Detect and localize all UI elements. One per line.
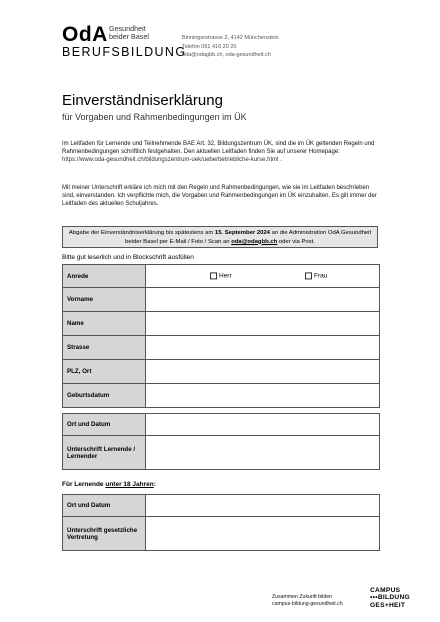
unterschrift-field[interactable] bbox=[146, 436, 380, 470]
minor-heading bbox=[62, 481, 156, 488]
submission-notice bbox=[62, 226, 378, 248]
guardian-ort-datum-field[interactable] bbox=[146, 495, 380, 517]
guardian-unterschrift-field[interactable] bbox=[146, 517, 380, 551]
name-field[interactable] bbox=[146, 312, 380, 336]
vorname-field[interactable] bbox=[146, 288, 380, 312]
table-row bbox=[63, 336, 380, 360]
campus-line1: CAMPUS bbox=[370, 587, 401, 594]
logo-main: OdA bbox=[62, 23, 108, 46]
table-row bbox=[63, 265, 380, 288]
minor-heading-colon: : bbox=[153, 481, 156, 488]
document-subtitle: für Vorgaben und Rahmenbedingungen im ÜK bbox=[62, 112, 247, 122]
unterschrift-label: Unterschrift Lernende / Lernender bbox=[63, 436, 146, 470]
logo-sub-line1: Gesundheit bbox=[109, 24, 146, 33]
table-row bbox=[63, 288, 380, 312]
table-row bbox=[63, 360, 380, 384]
ort-datum-field[interactable] bbox=[146, 414, 380, 436]
frau-label: Frau bbox=[314, 272, 328, 280]
minor-heading-text: Für Lernende bbox=[62, 481, 106, 488]
herr-checkbox[interactable] bbox=[210, 272, 217, 279]
sender-address bbox=[182, 34, 279, 60]
notice-text-1: Abgabe der Einverständniserklärung bis spätestens am bbox=[68, 230, 215, 236]
footer-line1: Zusammen Zukunft bilden bbox=[272, 594, 332, 600]
guardian-ort-datum-label: Ort und Datum bbox=[63, 495, 146, 517]
logo-berufsbildung: BERUFSBILDUNG bbox=[62, 45, 187, 59]
notice-text-3: oder via Post. bbox=[277, 238, 315, 245]
intro-paragraph bbox=[62, 140, 380, 165]
plz-ort-field[interactable] bbox=[146, 360, 380, 384]
geburtsdatum-field[interactable] bbox=[146, 384, 380, 408]
address-line3: oda@odagbb.ch, oda-gesundheit.ch bbox=[182, 52, 271, 58]
anrede-field bbox=[146, 265, 380, 288]
table-row bbox=[63, 517, 380, 551]
table-row bbox=[63, 384, 380, 408]
address-line2: Telefon 061 416 20 20 bbox=[182, 43, 237, 50]
table-row bbox=[63, 414, 380, 436]
minor-heading-underlined: unter 18 Jahren bbox=[105, 481, 154, 488]
name-label: Name bbox=[63, 312, 146, 336]
geburtsdatum-label: Geburtsdatum bbox=[63, 384, 146, 408]
guardian-unterschrift-label: Unterschrift gesetzliche Vertretung bbox=[63, 517, 146, 551]
anrede-label: Anrede bbox=[63, 265, 146, 288]
table-row bbox=[63, 495, 380, 517]
guardian-table bbox=[62, 494, 380, 551]
vorname-label: Vorname bbox=[63, 288, 146, 312]
campus-line3: GES+HEIT bbox=[370, 601, 406, 609]
notice-deadline: 15. September 2024 bbox=[214, 230, 270, 236]
strasse-field[interactable] bbox=[146, 336, 380, 360]
document-title: Einverständniserklärung bbox=[62, 92, 223, 109]
address-line1: Binningerstrasse 2, 4142 Münchenstein bbox=[182, 35, 279, 41]
campus-logo bbox=[370, 587, 410, 609]
strasse-label: Strasse bbox=[63, 336, 146, 360]
leitfaden-link[interactable]: https://www.oda-gesundheit.ch/bildungszentrum-uek/ueberbetriebliche-kurse.html . bbox=[62, 157, 282, 164]
table-row bbox=[63, 436, 380, 470]
consent-paragraph: Mit meiner Unterschrift erkläre ich mich mit den Regeln und Rahmenbedingungen, wie sie im Leitfaden beschrieben sind, einverstanden. Ich verpflichte mich, die Vorgaben und Rahmenbedingungen im ÜK einzuhalten. Es gilt immer der Leitfaden des aktuellen Schuljahres. bbox=[62, 185, 377, 208]
intro-text: Im Leitfaden für Lernende und Teilnehmende BAE Art. 32, Bildungszentrum ÜK, sind die im ÜK geltenden Regeln und Rahmenbedingungen schriftlich festgehalten. Den aktuellen Leitfaden finden Sie auf unserer Homepage: bbox=[62, 141, 375, 156]
signature-table bbox=[62, 413, 380, 470]
form-hint: Bitte gut leserlich und in Blockschrift ausfüllen bbox=[62, 254, 194, 261]
plz-ort-label: PLZ, Ort bbox=[63, 360, 146, 384]
option-herr[interactable] bbox=[210, 272, 232, 279]
notice-email-link[interactable]: oda@odagbb.ch bbox=[231, 238, 278, 245]
footer-line2: campus-bildung-gesundheit.ch bbox=[272, 601, 343, 607]
ort-datum-label: Ort und Datum bbox=[63, 414, 146, 436]
option-frau[interactable] bbox=[305, 272, 327, 279]
notice-text-2: an die Administration OdA Gesundheit beider Basel per E-Mail / Foto / Scan an bbox=[125, 230, 372, 245]
logo-sub-line2: beider Basel bbox=[109, 32, 149, 41]
personal-data-table bbox=[62, 264, 380, 408]
footer-text bbox=[272, 594, 343, 608]
logo-subtitle bbox=[109, 25, 149, 41]
frau-checkbox[interactable] bbox=[305, 272, 312, 279]
herr-label: Herr bbox=[219, 272, 232, 280]
table-row bbox=[63, 312, 380, 336]
campus-line2: •••BILDUNG bbox=[370, 594, 410, 602]
